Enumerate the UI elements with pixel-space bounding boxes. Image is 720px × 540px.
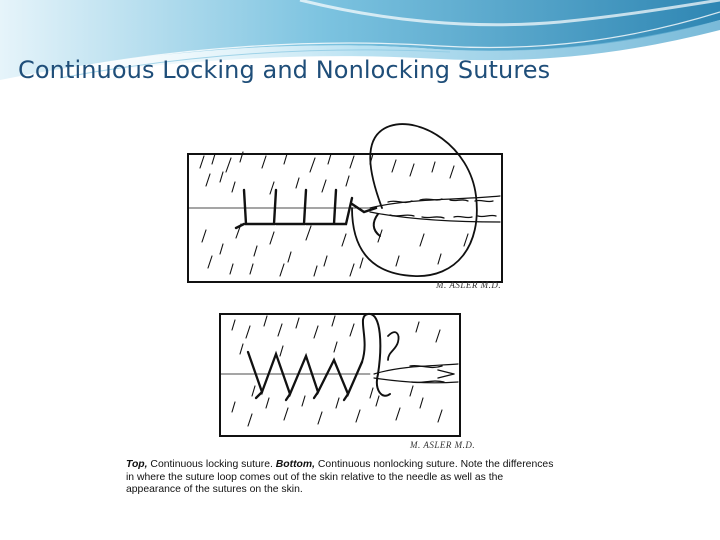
slide-title: Continuous Locking and Nonlocking Sutures bbox=[18, 56, 551, 84]
bottom-panel-signature: M. ASLER M.D. bbox=[410, 440, 476, 450]
suture-drawings bbox=[120, 116, 564, 508]
caption-bottom-label: Bottom, bbox=[275, 459, 316, 470]
top-panel-continuous-locking bbox=[188, 124, 502, 282]
suture-illustration bbox=[120, 116, 564, 508]
figure-caption bbox=[126, 459, 558, 497]
bottom-panel-continuous-nonlocking bbox=[220, 314, 460, 436]
top-panel-signature: M. ASLER M.D. bbox=[436, 280, 502, 290]
caption-bottom-text: Continuous nonlocking suture. Note the differences in where the suture loop comes out of the skin relative to the needle as well as the appearance of the sutures on the skin. bbox=[126, 459, 554, 496]
caption-top-label: Top, bbox=[126, 459, 148, 470]
caption-top-text: Continuous locking suture. bbox=[147, 459, 276, 470]
